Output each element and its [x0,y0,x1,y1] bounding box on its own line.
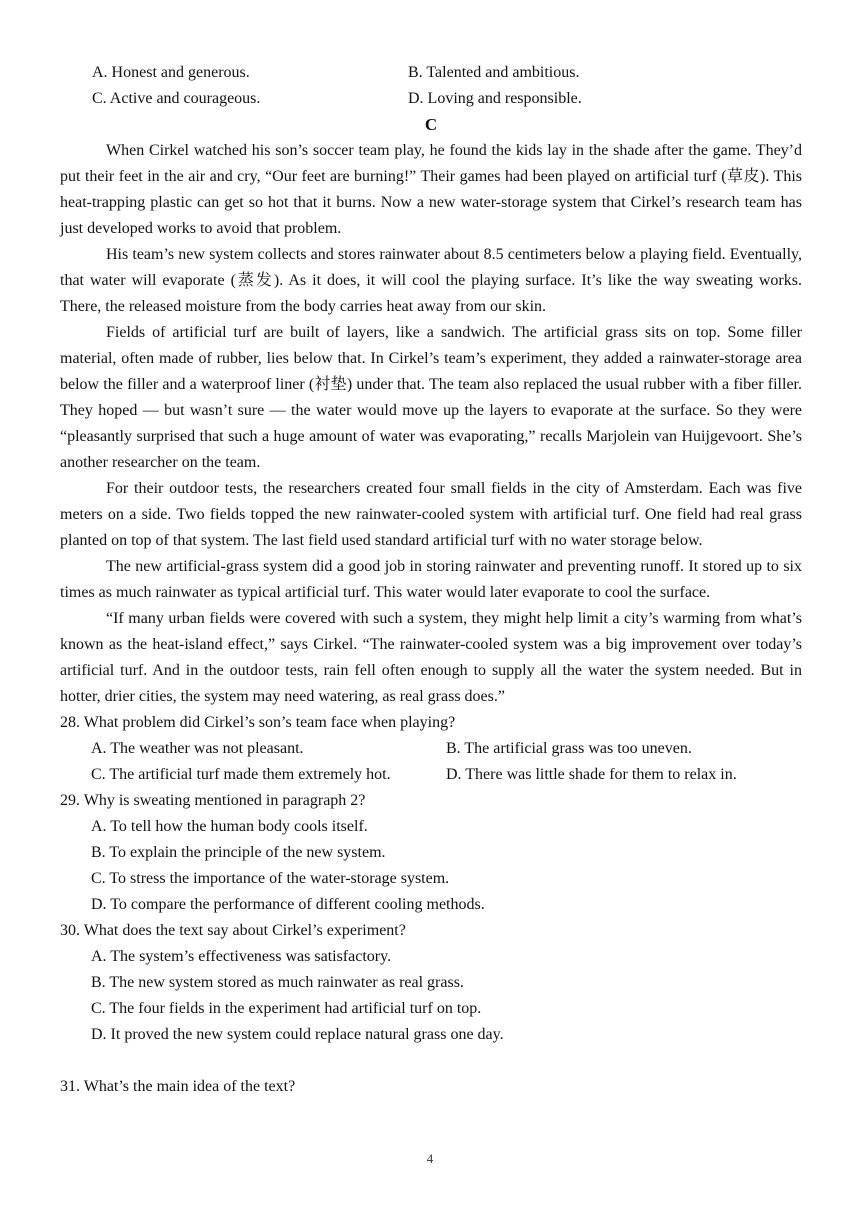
option-a: A. The system’s effectiveness was satisfactory. [91,948,392,965]
option-c: C. Active and courageous. [92,90,261,107]
option-a: A. The weather was not pleasant. [91,740,304,757]
passage-paragraph: For their outdoor tests, the researchers created four small fields in the city of Amsterdam. Each was five meters on a side. Two fields topped the new rainwater-cooled system with artificial turf. One field had real grass planted on top of that system. The last field used standard artificial turf with no water storage below. [60,480,802,549]
passage-paragraph: The new artificial-grass system did a good job in storing rainwater and preventing runoff. It stored up to six times as much rainwater as typical artificial turf. This water would later evaporate to cool the surface. [60,558,802,601]
passage-paragraph: His team’s new system collects and stores rainwater about 8.5 centimeters below a playing field. Eventually, that water will evaporate (蒸发). As it does, it will cool the playing surface. It’s like the way sweating works. There, the released moisture from the body carries heat away from our skin. [60,246,802,315]
question-stem: 29. Why is sweating mentioned in paragraph 2? [60,792,366,809]
option-b: B. The artificial grass was too uneven. [446,740,692,757]
passage-paragraph: Fields of artificial turf are built of layers, like a sandwich. The artificial grass sits on top. Some filler material, often made of rubber, lies below that. In Cirkel’s team’s experiment, they added a rainwater-storage area below the filler and a waterproof liner (衬垫) under that. The team also replaced the usual rubber with a fiber filler. They hoped — but wasn’t sure — the water would move up the layers to evaporate at the surface. So they were “pleasantly surprised that such a huge amount of water was evaporating,” recalls Marjolein van Huijgevoort. She’s another researcher on the team. [60,324,802,471]
exam-page [60,60,802,1100]
option-a: A. Honest and generous. [92,64,250,81]
question-stem: 28. What problem did Cirkel’s son’s team face when playing? [60,714,456,731]
page-number: 4 [426,1151,434,1166]
option-row [60,86,802,112]
option-d: D. There was little shade for them to relax in. [446,766,737,783]
question-28 [60,710,802,788]
option-d: D. It proved the new system could replace natural grass one day. [91,1026,504,1043]
question-stem: 30. What does the text say about Cirkel’s experiment? [60,922,406,939]
question-stem: 31. What’s the main idea of the text? [60,1078,296,1095]
option-d: D. Loving and responsible. [408,90,582,107]
question-29 [60,788,802,918]
option-row [60,762,802,788]
option-c: C. To stress the importance of the water-storage system. [91,870,450,887]
option-c: C. The four fields in the experiment had artificial turf on top. [91,1000,482,1017]
option-d: D. To compare the performance of different cooling methods. [91,896,485,913]
passage-paragraph: “If many urban fields were covered with such a system, they might help limit a city’s warming from what’s known as the heat-island effect,” says Cirkel. “The rainwater-cooled system was a big improvement over today’s artificial turf. And in the outdoor tests, rain fell often enough to supply all the water the system needed. But in hotter, drier cities, the system may need watering, as real grass does.” [60,610,802,705]
previous-question-options [60,60,802,112]
question-31 [60,1074,802,1100]
passage [60,138,802,710]
option-b: B. The new system stored as much rainwater as real grass. [91,974,464,991]
spacer [60,1048,802,1074]
passage-paragraph: When Cirkel watched his son’s soccer team play, he found the kids lay in the shade after the game. They’d put their feet in the air and cry, “Our feet are burning!” Their games had been played on artificial turf (草皮). This heat-trapping plastic can get so hot that it burns. Now a new water-storage system that Cirkel’s research team has just developed works to avoid that problem. [60,142,802,237]
option-row [60,736,802,762]
option-row [60,60,802,86]
option-c: C. The artificial turf made them extremely hot. [91,766,391,783]
passage-title: C [424,115,438,134]
option-b: B. To explain the principle of the new system. [91,844,386,861]
question-30 [60,918,802,1048]
option-b: B. Talented and ambitious. [408,64,580,81]
option-a: A. To tell how the human body cools itself. [91,818,368,835]
